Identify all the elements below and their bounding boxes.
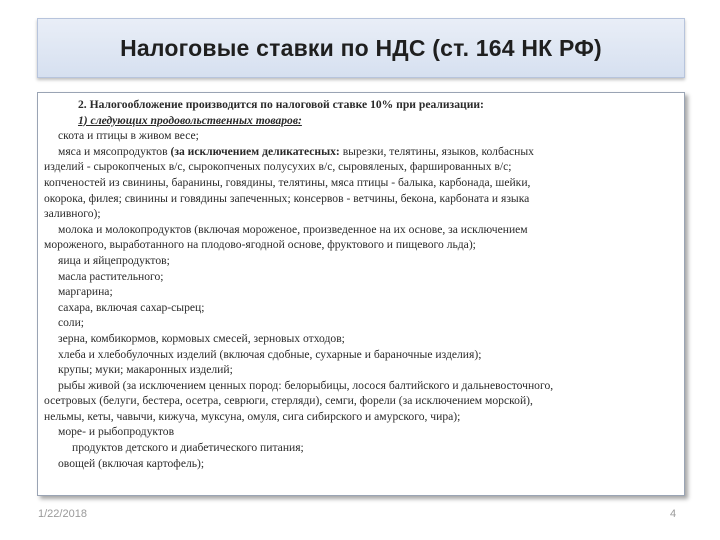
fish-line-3: нельмы, кеты, чавычи, кижуча, муксуна, омуля, сига сибирского и амурского, чира); [44,409,461,423]
milk-line-1: молока и молокопродуктов (включая мороженое, произведенное на их основе, за исключением [58,222,528,236]
item-eggs: яица и яйцепродуктов; [58,253,170,267]
slide-date: 1/22/2018 [38,508,87,520]
item-bread: хлеба и хлебобулочных изделий (включая сдобные, сухарные и бараночные изделия); [58,347,482,361]
item-vegetables: овощей (включая картофель); [58,456,205,470]
slide-page-number: 4 [670,508,677,520]
meat-rest: вырезки, телятины, языков, колбасных [342,144,534,158]
content-heading: 2. Налогообложение производится по налоговой ставке 10% при реализации: [78,98,484,111]
item-grain: зерна, комбикормов, кормовых смесей, зерновых отходов; [58,331,345,345]
fish-line-1: рыбы живой (за исключением ценных пород: белорыбицы, лосося балтийского и дальневосточного, [58,378,554,392]
meat-prefix: мяса и мясопродуктов [58,144,168,158]
item-seafood: море- и рыбопродуктов [58,425,175,439]
item-meat [58,144,674,160]
item-salt: соли; [58,316,85,330]
content-subheading: 1) следующих продовольственных товаров: [78,113,302,127]
title-bar [37,18,685,78]
milk-line-2: мороженого, выработанного на плодово-ягодной основе, фруктового и пищевого льда); [44,238,476,252]
meat-line-4: окорока, филея; свинины и говядины запеченных; консервов - ветчины, бекона, карбоната и языка [44,191,530,205]
meat-line-2: изделий - сырокопченых в/с, сырокопченых полусухих в/с, сыровяленых, фаршированных в/с; [44,160,512,174]
content-box [37,92,685,496]
meat-line-3: копченостей из свинины, баранины, говядины, телятины, мяса птицы - балыка, карбонада, шейки, [44,175,531,189]
slide-title: Налоговые ставки по НДС (ст. 164 НК РФ) [120,34,602,61]
item-margarine: маргарина; [58,285,113,299]
item-cereals: крупы; муки; макаронных изделий; [58,363,233,377]
item-baby-food: продуктов детского и диабетического питания; [72,441,304,455]
item-sugar: сахара, включая сахар-сырец; [58,300,205,314]
item-oil: масла растительного; [58,269,164,283]
meat-line-5: заливного); [44,207,101,221]
meat-exclusion: (за исключением деликатесных: [170,144,340,158]
item-livestock: скота и птицы в живом весе; [58,129,199,143]
fish-line-2: осетровых (белуги, бестера, осетра, севрюги, стерляди), семги, форели (за исключением морской), [44,394,533,408]
